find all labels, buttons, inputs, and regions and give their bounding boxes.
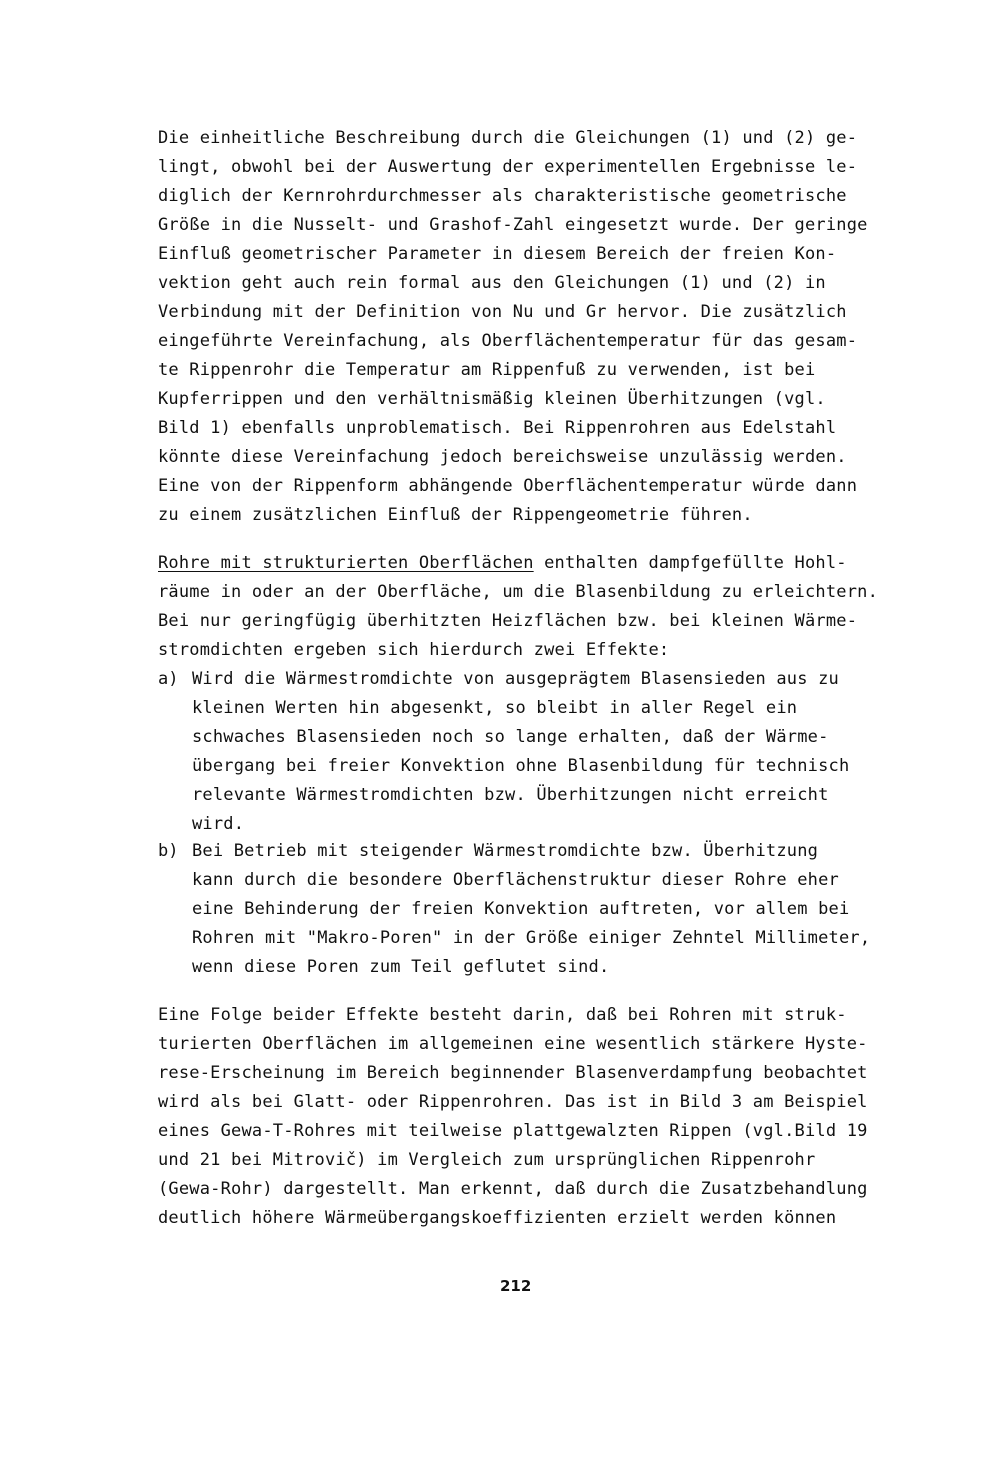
text-line: kleinen Werten hin abgesenkt, so bleibt in aller Regel ein	[192, 698, 798, 718]
text-line: eine Behinderung der freien Konvektion auftreten, vor allem bei	[192, 899, 850, 919]
text-line: rese-Erscheinung im Bereich beginnender Blasenverdampfung beobachtet	[158, 1063, 868, 1083]
text-line	[158, 553, 847, 573]
text-line: wird als bei Glatt- oder Rippenrohren. Das ist in Bild 3 am Beispiel	[158, 1092, 868, 1112]
text-line: (Gewa-Rohr) dargestellt. Man erkennt, daß durch die Zusatzbehandlung	[158, 1179, 868, 1199]
text-line: schwaches Blasensieden noch so lange erhalten, daß der Wärme-	[192, 727, 829, 747]
text-line: Größe in die Nusselt- und Grashof-Zahl eingesetzt wurde. Der geringe	[158, 215, 868, 235]
text-line: und 21 bei Mitrovič) im Vergleich zum ursprünglichen Rippenrohr	[158, 1150, 816, 1170]
list-marker: a)	[158, 669, 179, 689]
text-line: deutlich höhere Wärmeübergangskoeffizienten erzielt werden können	[158, 1208, 837, 1228]
text-line: zu einem zusätzlichen Einfluß der Rippengeometrie führen.	[158, 505, 753, 525]
text-line: Bild 1) ebenfalls unproblematisch. Bei Rippenrohren aus Edelstahl	[158, 418, 837, 438]
text-line: Bei nur geringfügig überhitzten Heizflächen bzw. bei kleinen Wärme-	[158, 611, 858, 631]
text-line: eines Gewa-T-Rohres mit teilweise plattgewalzten Rippen (vgl.Bild 19	[158, 1121, 868, 1141]
text-line: vektion geht auch rein formal aus den Gleichungen (1) und (2) in	[158, 273, 826, 293]
text-line: Verbindung mit der Definition von Nu und Gr hervor. Die zusätzlich	[158, 302, 847, 322]
text-line: Kupferrippen und den verhältnismäßig kleinen Überhitzungen (vgl.	[158, 389, 826, 409]
text-line: Wird die Wärmestromdichte von ausgeprägtem Blasensieden aus zu	[192, 669, 839, 689]
text-line: Eine Folge beider Effekte besteht darin, daß bei Rohren mit struk-	[158, 1005, 847, 1025]
text-line: räume in oder an der Oberfläche, um die Blasenbildung zu erleichtern.	[158, 582, 879, 602]
text-line: stromdichten ergeben sich hierdurch zwei Effekte:	[158, 640, 670, 660]
text-line: Die einheitliche Beschreibung durch die Gleichungen (1) und (2) ge-	[158, 128, 858, 148]
text-line: übergang bei freier Konvektion ohne Blasenbildung für technisch	[192, 756, 850, 776]
page-number: 212	[500, 1277, 532, 1295]
text-line: Einfluß geometrischer Parameter in diesem Bereich der freien Kon-	[158, 244, 837, 264]
list-marker: b)	[158, 841, 179, 861]
text-line: diglich der Kernrohrdurchmesser als charakteristische geometrische	[158, 186, 847, 206]
text-line: kann durch die besondere Oberflächenstruktur dieser Rohre eher	[192, 870, 839, 890]
text-line: te Rippenrohr die Temperatur am Rippenfuß zu verwenden, ist bei	[158, 360, 816, 380]
section-lead-underlined: Rohre mit strukturierten Oberflächen	[158, 553, 534, 573]
text-line: relevante Wärmestromdichten bzw. Überhitzungen nicht erreicht	[192, 785, 829, 805]
text-segment: enthalten dampfgefüllte Hohl-	[533, 553, 847, 573]
text-line: Eine von der Rippenform abhängende Oberflächentemperatur würde dann	[158, 476, 858, 496]
text-line: lingt, obwohl bei der Auswertung der experimentellen Ergebnisse le-	[158, 157, 858, 177]
text-line: Bei Betrieb mit steigender Wärmestromdichte bzw. Überhitzung	[192, 841, 819, 861]
text-line: Rohren mit "Makro-Poren" in der Größe einiger Zehntel Millimeter,	[192, 928, 871, 948]
text-line: eingeführte Vereinfachung, als Oberflächentemperatur für das gesam-	[158, 331, 858, 351]
text-line: wenn diese Poren zum Teil geflutet sind.	[192, 957, 610, 977]
text-line: könnte diese Vereinfachung jedoch bereichsweise unzulässig werden.	[158, 447, 847, 467]
text-line: wird.	[192, 814, 245, 834]
text-line: turierten Oberflächen im allgemeinen eine wesentlich stärkere Hyste-	[158, 1034, 868, 1054]
